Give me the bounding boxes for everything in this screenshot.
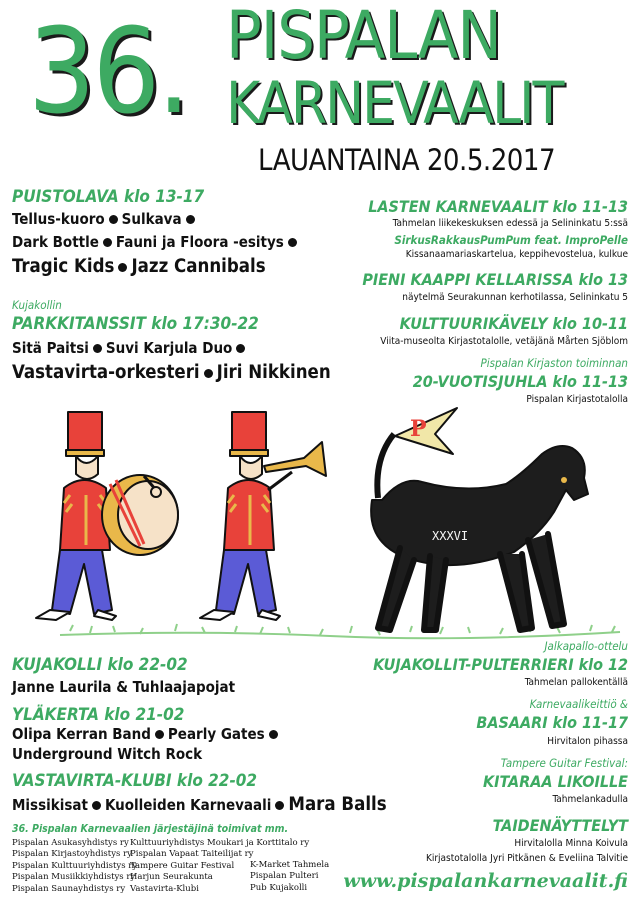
title-line-2: KARNEVAALIT: [226, 69, 563, 137]
bullet-dot: [109, 215, 118, 224]
kitaraa-pre: Tampere Guitar Festival:: [500, 756, 628, 770]
juhla-heading: 20-VUOTISJUHLA klo 11-13: [412, 372, 628, 391]
kavely-location: Viita-museolta Kirjastotalolle, vetäjänä Mårten Sjöblom: [380, 336, 628, 347]
bullet-dot: [103, 238, 112, 247]
organizers-heading: 36. Pispalan Karnevaalien järjestäjinä toimivat mm.: [12, 823, 289, 835]
parkkitanssit-heading: PARKKITANSSIT klo 17:30-22: [12, 314, 259, 334]
taide-location-2: Kirjastotalolla Jyri Pitkänen & Eveliina Talvitie: [425, 853, 628, 864]
lasten-sub: SirkusRakkausPumPum feat. ImproPelle: [394, 233, 628, 247]
act: Olipa Kerran Band: [12, 725, 151, 743]
act: Suvi Karjula Duo: [105, 339, 233, 357]
basaari-heading: BASAARI klo 11-17: [476, 713, 628, 732]
title-line-1: PISPALAN: [226, 0, 501, 74]
kitaraa-location: Tahmelankadulla: [552, 794, 628, 805]
ylakerta-line-1: [12, 725, 282, 743]
kaappi-location: näytelmä Seurakunnan kerhotilassa, Selininkatu 5: [402, 292, 628, 303]
organizer: Harjun Seurakunta: [130, 872, 213, 883]
puistolava-line-2: [12, 233, 301, 251]
act: Underground Witch Rock: [12, 745, 203, 763]
parkkitanssit-pre: Kujakollin: [12, 298, 62, 312]
drummer-figure: [36, 412, 178, 620]
parkkitanssit-line-1: [12, 339, 249, 357]
act: Dark Bottle: [12, 233, 99, 251]
bullet-dot: [275, 801, 284, 810]
bullet-dot: [236, 344, 245, 353]
puistolava-line-3: [12, 256, 266, 277]
flag-letter: P: [410, 416, 427, 442]
act: Kuolleiden Karnevaali: [104, 796, 272, 814]
vastavirta-line-1: [12, 794, 387, 815]
website-link[interactable]: www.pispalankarnevaalit.fi: [343, 870, 628, 892]
vastavirta-heading: VASTAVIRTA-KLUBI klo 22-02: [12, 771, 258, 791]
ylakerta-heading: YLÄKERTA klo 21-02: [12, 705, 185, 725]
lasten-heading: LASTEN KARNEVAALIT klo 11-13: [368, 197, 628, 216]
organizer: Kulttuuriyhdistys Moukari ja Korttitalo ry: [130, 838, 310, 848]
organizer: Pispalan Asukasyhdistys ry: [12, 838, 129, 848]
event-date: LAUANTAINA 20.5.2017: [258, 143, 556, 177]
organizer: Vastavirta-Klubi: [130, 883, 199, 894]
organizer: Pispalan Kirjastoyhdistys ry: [12, 849, 132, 860]
act: Tellus-kuoro: [12, 210, 105, 228]
act: Fauni ja Floora -esitys: [115, 233, 284, 251]
edition-number: 36.: [28, 2, 188, 140]
organizer: Pispalan Vapaat Taiteilijat ry: [130, 849, 254, 860]
kitaraa-heading: KITARAA LIKOILLE: [482, 772, 628, 791]
organizers-col-1: [12, 838, 137, 895]
act: Pearly Gates: [167, 725, 265, 743]
act: Missikisat: [12, 796, 88, 814]
kaappi-heading: PIENI KAAPPI KELLARISSA klo 13: [362, 270, 628, 289]
organizer: Pispalan Kulttuuriyhdistys ry: [12, 860, 138, 871]
taide-heading: TAIDENÄYTTELYT: [492, 816, 628, 835]
bullet-dot: [92, 801, 101, 810]
organizer: Pub Kujakolli: [250, 882, 308, 893]
jalkapallo-pre: Jalkapallo-ottelu: [544, 639, 628, 653]
basaari-pre: Karnevaalikeittiö &: [529, 697, 628, 711]
cat-figure: [371, 408, 588, 630]
taide-location-1: Hirvitalolla Minna Koivula: [514, 838, 628, 849]
act: Jiri Nikkinen: [216, 362, 331, 383]
puistolava-line-1: [12, 210, 199, 228]
lasten-activities: Kissanaamariaskartelua, keppihevostelua, kulkue: [405, 249, 628, 260]
act: Jazz Cannibals: [131, 256, 266, 277]
grass-strip: [60, 624, 620, 638]
bullet-dot: [155, 730, 164, 739]
puistolava-heading: PUISTOLAVA klo 13-17: [12, 187, 205, 207]
organizer: K-Market Tahmela: [250, 860, 330, 870]
act: Sulkava: [121, 210, 182, 228]
parkkitanssit-line-2: [12, 362, 331, 383]
organizers-col-3: [250, 860, 329, 894]
basaari-location: Hirvitalon pihassa: [547, 736, 628, 747]
bullet-dot: [269, 730, 278, 739]
bullet-dot: [186, 215, 195, 224]
organizer: Pispalan Saunayhdistys ry: [12, 883, 126, 894]
bullet-dot: [93, 344, 102, 353]
act: Sitä Paitsi: [12, 339, 89, 357]
act: Tragic Kids: [12, 256, 115, 277]
act: Mara Balls: [288, 794, 387, 815]
bullet-dot: [118, 263, 127, 272]
act: Janne Laurila & Tuhlaajapojat: [12, 678, 236, 696]
trumpeter-figure: [200, 412, 326, 620]
organizer: Pispalan Pulteri: [250, 871, 319, 882]
kujakolli-heading: KUJAKOLLI klo 22-02: [12, 655, 188, 675]
jalkapallo-heading: KUJAKOLLIT-PULTERRIERI klo 12: [373, 655, 628, 674]
ylakerta-line-2: [12, 745, 202, 763]
organizer: Tampere Guitar Festival: [130, 860, 235, 871]
bullet-dot: [288, 238, 297, 247]
cat-marking: XXXVI: [432, 529, 469, 543]
lasten-location: Tahmelan liikekeskuksen edessä ja Selininkatu 5:ssä: [392, 218, 628, 229]
juhla-location: Pispalan Kirjastotalolla: [526, 394, 628, 405]
organizer: Pispalan Musiikkiyhdistys ry: [12, 872, 136, 883]
bullet-dot: [204, 369, 213, 378]
kujakolli-line-1: [12, 678, 235, 696]
juhla-pre: Pispalan Kirjaston toiminnan: [480, 356, 628, 370]
kavely-heading: KULTTUURIKÄVELY klo 10-11: [399, 314, 628, 333]
jalkapallo-location: Tahmelan pallokentällä: [524, 677, 628, 688]
act: Vastavirta-orkesteri: [12, 362, 200, 383]
illustration: [0, 400, 640, 645]
